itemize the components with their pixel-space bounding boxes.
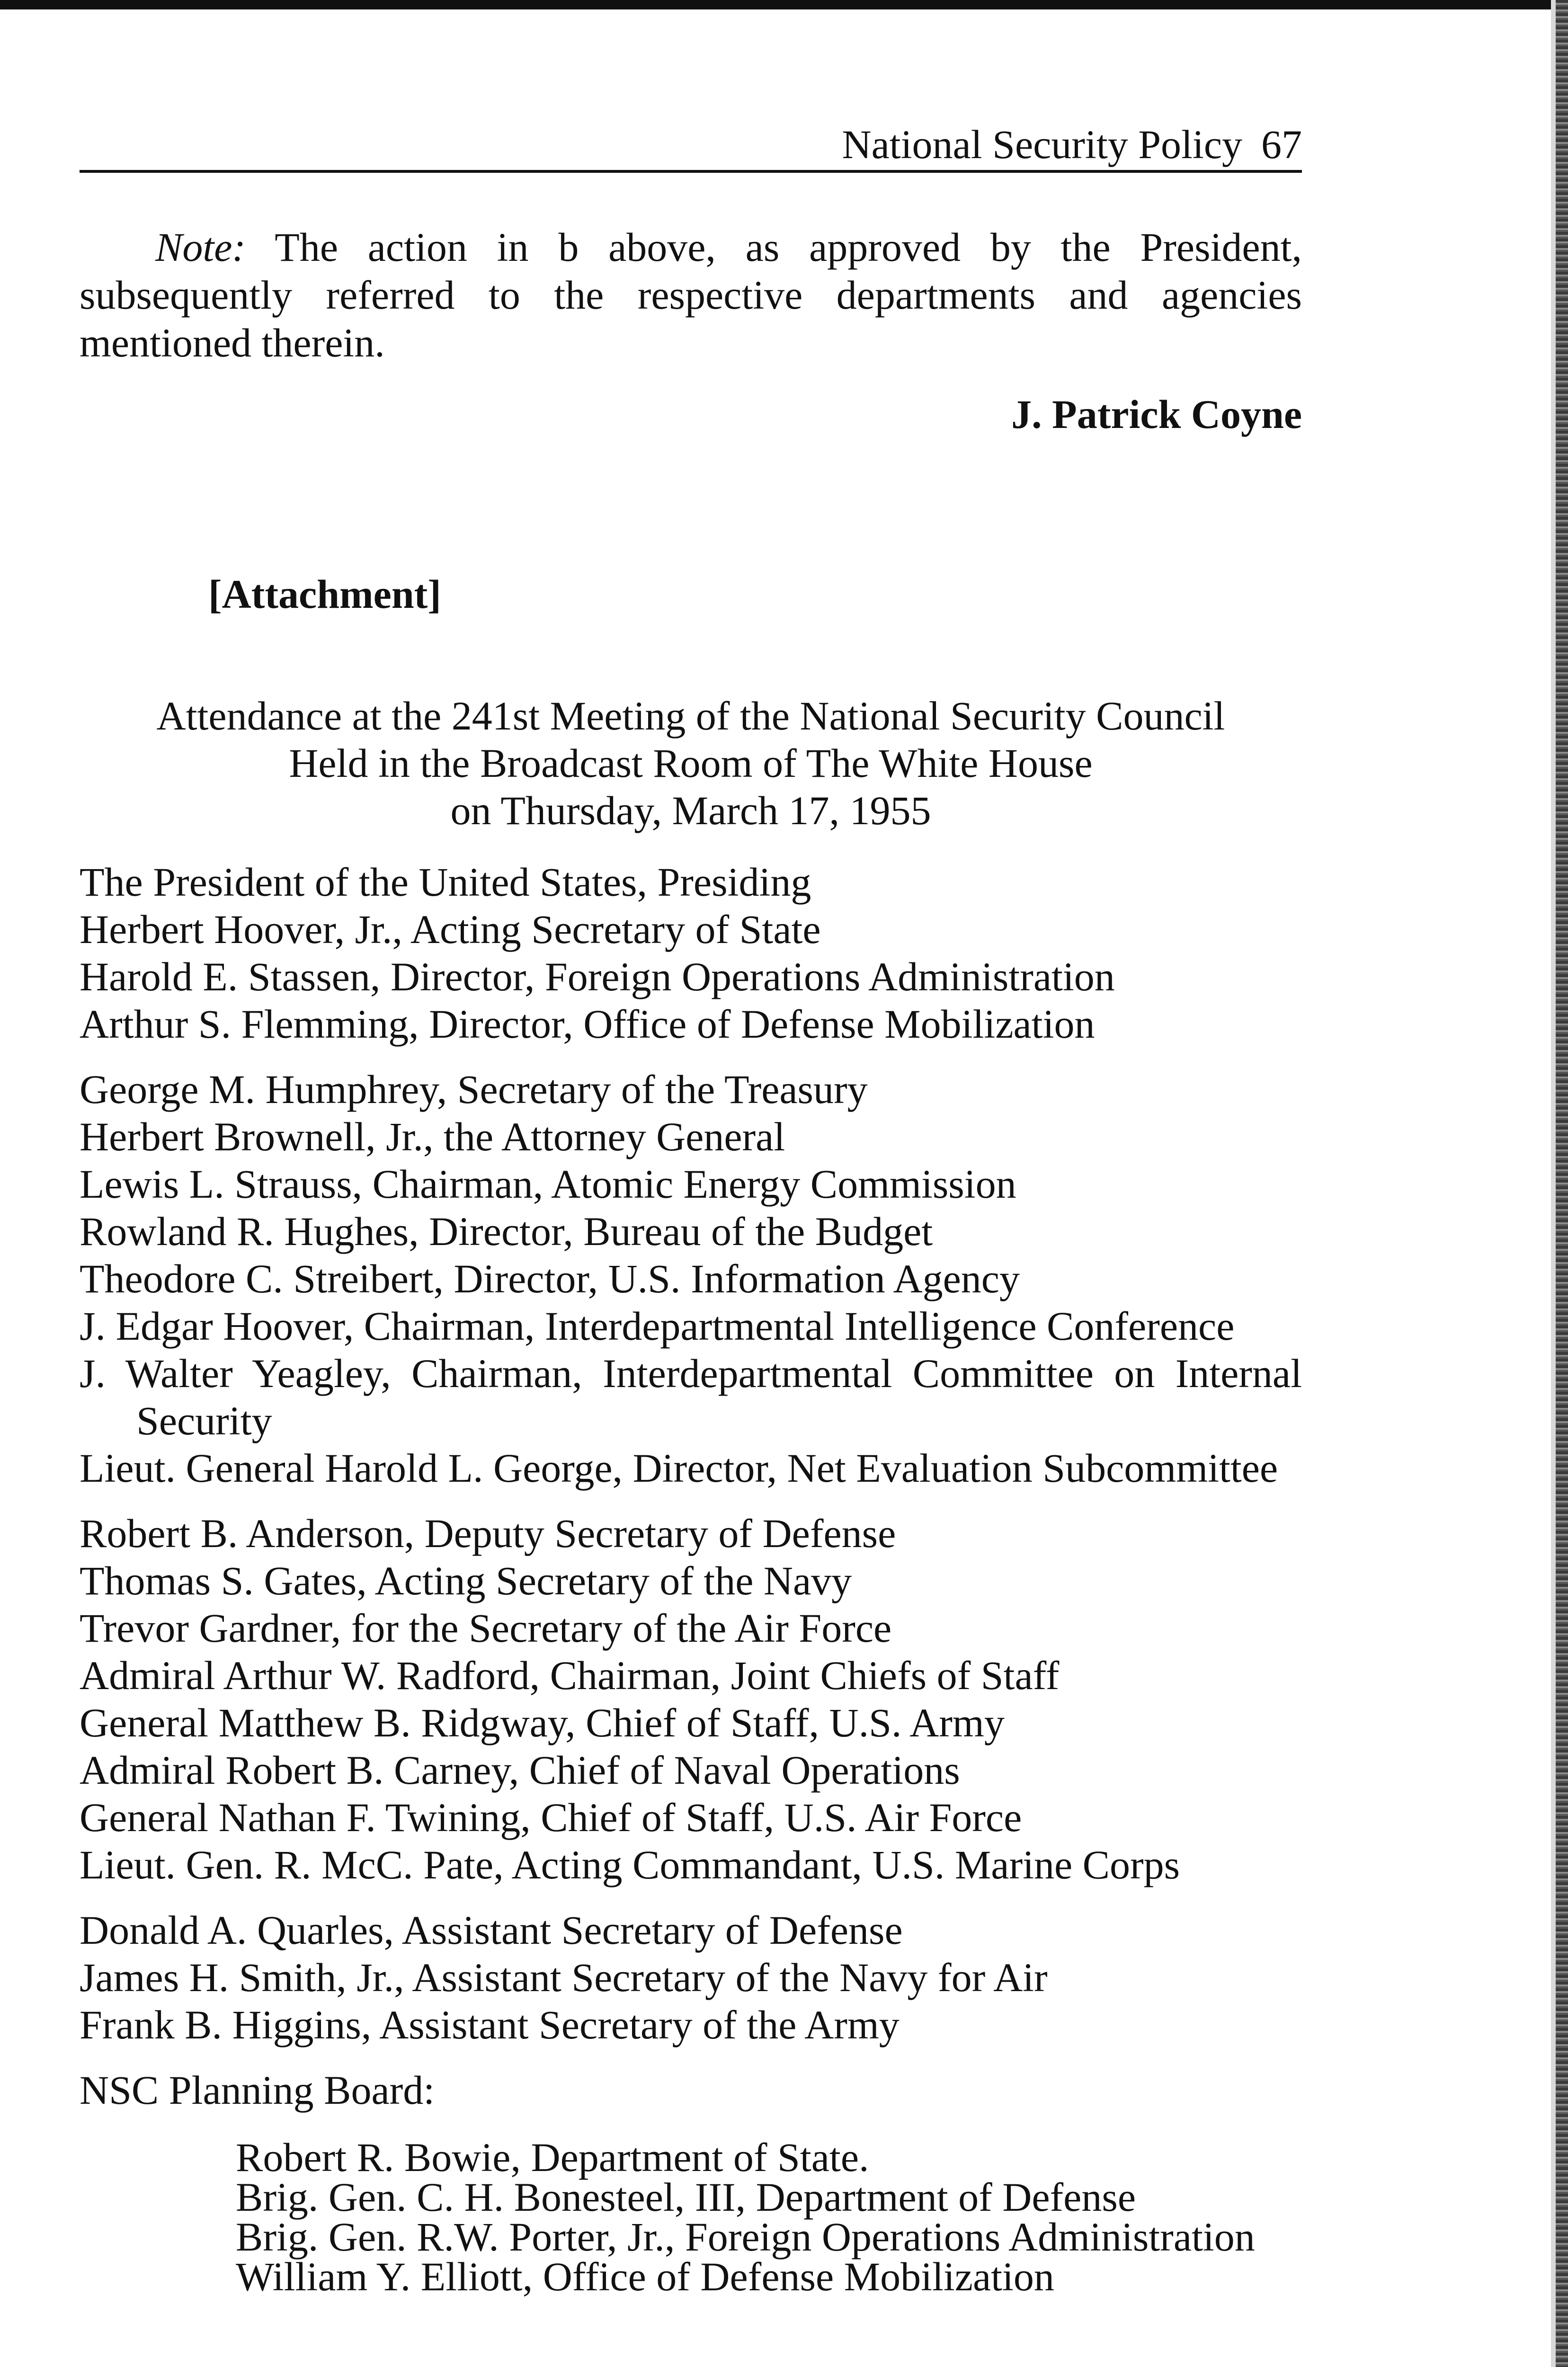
attendee: Lieut. Gen. R. McC. Pate, Acting Commandant, U.S. Marine Corps [80,1842,1180,1887]
attendee-list [80,858,1302,2299]
note-label: Note: [155,224,246,270]
attendee: Harold E. Stassen, Director, Foreign Operations Administration [80,954,1115,999]
planning-board-members [80,2135,1302,2299]
attendee: Thomas S. Gates, Acting Secretary of the Navy [80,1558,852,1603]
running-head-title: National Security Policy [842,122,1242,167]
board-member: William Y. Elliott, Office of Defense Mobilization [236,2254,1054,2299]
note-paragraph [80,223,1302,367]
attendee: J. Walter Yeagley, Chairman, Interdepartmental Committee on Internal Security [80,1351,1302,1443]
scan-edge-shadow [1551,0,1556,2367]
attendee: Lieut. General Harold L. George, Director, Net Evaluation Subcommittee [80,1445,1278,1491]
group-spacer [80,1492,1302,1510]
planning-board-title: NSC Planning Board: [80,2067,435,2113]
page-number: 67 [1261,122,1302,167]
attendee: General Nathan F. Twining, Chief of Staff, U.S. Air Force [80,1795,1022,1840]
board-member: Brig. Gen. R.W. Porter, Jr., Foreign Operations Administration [236,2214,1255,2260]
page-top-border [0,0,1568,9]
heading-line-2: Held in the Broadcast Room of The White House [289,740,1093,786]
attendee: Arthur S. Flemming, Director, Office of Defense Mobilization [80,1001,1095,1047]
heading-line-3: on Thursday, March 17, 1955 [450,788,931,833]
attendee: Trevor Gardner, for the Secretary of the Air Force [80,1605,892,1651]
attendee: Lewis L. Strauss, Chairman, Atomic Energy Commission [80,1161,1016,1207]
attachment-label: [Attachment] [208,571,441,617]
attendee: J. Edgar Hoover, Chairman, Interdepartmental Intelligence Conference [80,1303,1235,1349]
attendee: Theodore C. Streibert, Director, U.S. Information Agency [80,1256,1020,1301]
attendee: Admiral Arthur W. Radford, Chairman, Joint Chiefs of Staff [80,1653,1060,1698]
signature: J. Patrick Coyne [1011,392,1302,437]
attendee: Robert B. Anderson, Deputy Secretary of Defense [80,1511,896,1556]
note-text: The action in b above, as approved by the President, subsequently referred to the respective departments and agencies mentioned therein. [80,224,1302,365]
heading-line-1: Attendance at the 241st Meeting of the National Security Council [156,693,1225,739]
meeting-heading [80,692,1302,834]
attendee: General Matthew B. Ridgway, Chief of Staff, U.S. Army [80,1700,1005,1745]
attendee: Donald A. Quarles, Assistant Secretary of Defense [80,1907,903,1953]
group-spacer [80,1888,1302,1906]
attendee: Herbert Hoover, Jr., Acting Secretary of State [80,907,821,952]
attendee: James H. Smith, Jr., Assistant Secretary of the Navy for Air [80,1955,1048,2000]
attendee: George M. Humphrey, Secretary of the Treasury [80,1067,868,1112]
group-spacer [80,1048,1302,1066]
attendee: Frank B. Higgins, Assistant Secretary of the Army [80,2002,900,2047]
running-head [80,121,1302,173]
attendee: Rowland R. Hughes, Director, Bureau of the Budget [80,1209,933,1254]
attendee: Herbert Brownell, Jr., the Attorney General [80,1114,785,1159]
attendee: The President of the United States, Presiding [80,859,811,905]
board-member: Brig. Gen. C. H. Bonesteel, III, Department of Defense [236,2174,1136,2220]
scan-edge [1556,0,1568,2367]
board-member: Robert R. Bowie, Department of State. [236,2135,869,2180]
attendee: Admiral Robert B. Carney, Chief of Naval Operations [80,1747,960,1793]
